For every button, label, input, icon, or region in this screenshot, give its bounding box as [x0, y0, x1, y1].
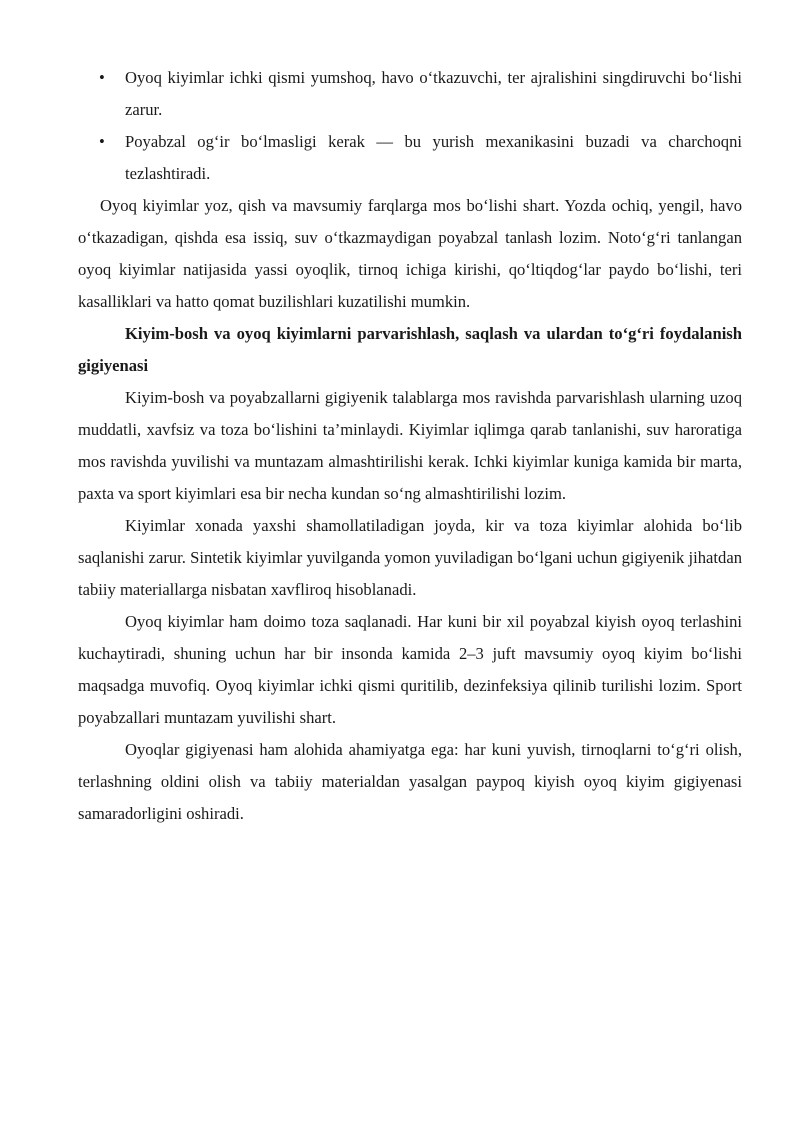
paragraph-foot-hygiene: Oyoqlar gigiyenasi ham alohida ahamiyatga ega: har kuni yuvish, tirnoqlarni to‘g‘ri olish, terlashning oldini olish va tabiiy materialdan yasalgan paypoq kiyish oyoq kiyim gigiyenasi samaradorligini oshiradi.: [78, 740, 742, 823]
bullet-list: [78, 62, 742, 190]
bullet-text-1: Oyoq kiyimlar ichki qismi yumshoq, havo o‘tkazuvchi, ter ajralishini singdiruvchi bo‘lishi zarur.: [125, 68, 742, 119]
section-heading: Kiyim-bosh va oyoq kiyimlarni parvarishlash, saqlash va ulardan to‘g‘ri foydalanish gigiyenasi: [78, 324, 742, 375]
paragraph-seasonal: Oyoq kiyimlar yoz, qish va mavsumiy farqlarga mos bo‘lishi shart. Yozda ochiq, yengil, havo o‘tkazadigan, qishda esa issiq, suv o‘tkazmaydigan poyabzal tanlash lozim. Noto‘g‘ri tanlangan oyoq kiyimlar natijasida yassi oyoqlik, tirnoq ichiga kirishi, qo‘ltiqdog‘lar paydo bo‘lishi, teri kasalliklari va hatto qomat buzilishlari kuzatilishi mumkin.: [78, 196, 742, 311]
bullet-item-1: [78, 62, 742, 126]
paragraph-footwear: Oyoq kiyimlar ham doimo toza saqlanadi. Har kuni bir xil poyabzal kiyish oyoq terlashini kuchaytiradi, shuning uchun har bir insonda kamida 2–3 juft mavsumiy oyoq kiyim bo‘lishi maqsadga muvofiq. Oyoq kiyimlar ichki qismi quritilib, dezinfeksiya qilinib turilishi lozim. Sport poyabzallari muntazam yuvilishi shart.: [78, 612, 742, 727]
bullet-text-2: Poyabzal og‘ir bo‘lmasligi kerak — bu yurish mexanikasini buzadi va charchoqni tezlashtiradi.: [125, 132, 742, 183]
paragraph-storage: Kiyimlar xonada yaxshi shamollatiladigan joyda, kir va toza kiyimlar alohida bo‘lib saqlanishi zarur. Sintetik kiyimlar yuvilganda yomon yuviladigan bo‘lgani uchun gigiyenik jihatdan tabiiy materiallarga nisbatan xavfliroq hisoblanadi.: [78, 516, 742, 599]
bullet-item-2: [78, 126, 742, 190]
paragraph-care: Kiyim-bosh va poyabzallarni gigiyenik talablarga mos ravishda parvarishlash ularning uzoq muddatli, xavfsiz va toza bo‘lishini ta’minlaydi. Kiyimlar iqlimga qarab tanlanishi, suv haroratiga mos ravishda yuvilishi va muntazam almashtirilishi kerak. Ichki kiyimlar kuniga kamida bir marta, paxta va sport kiyimlari esa bir necha kundan so‘ng almashtirilishi lozim.: [78, 388, 742, 503]
bullet-dot-icon: •: [99, 68, 105, 87]
document-page: [78, 62, 742, 830]
bullet-dot-icon: •: [99, 132, 105, 151]
